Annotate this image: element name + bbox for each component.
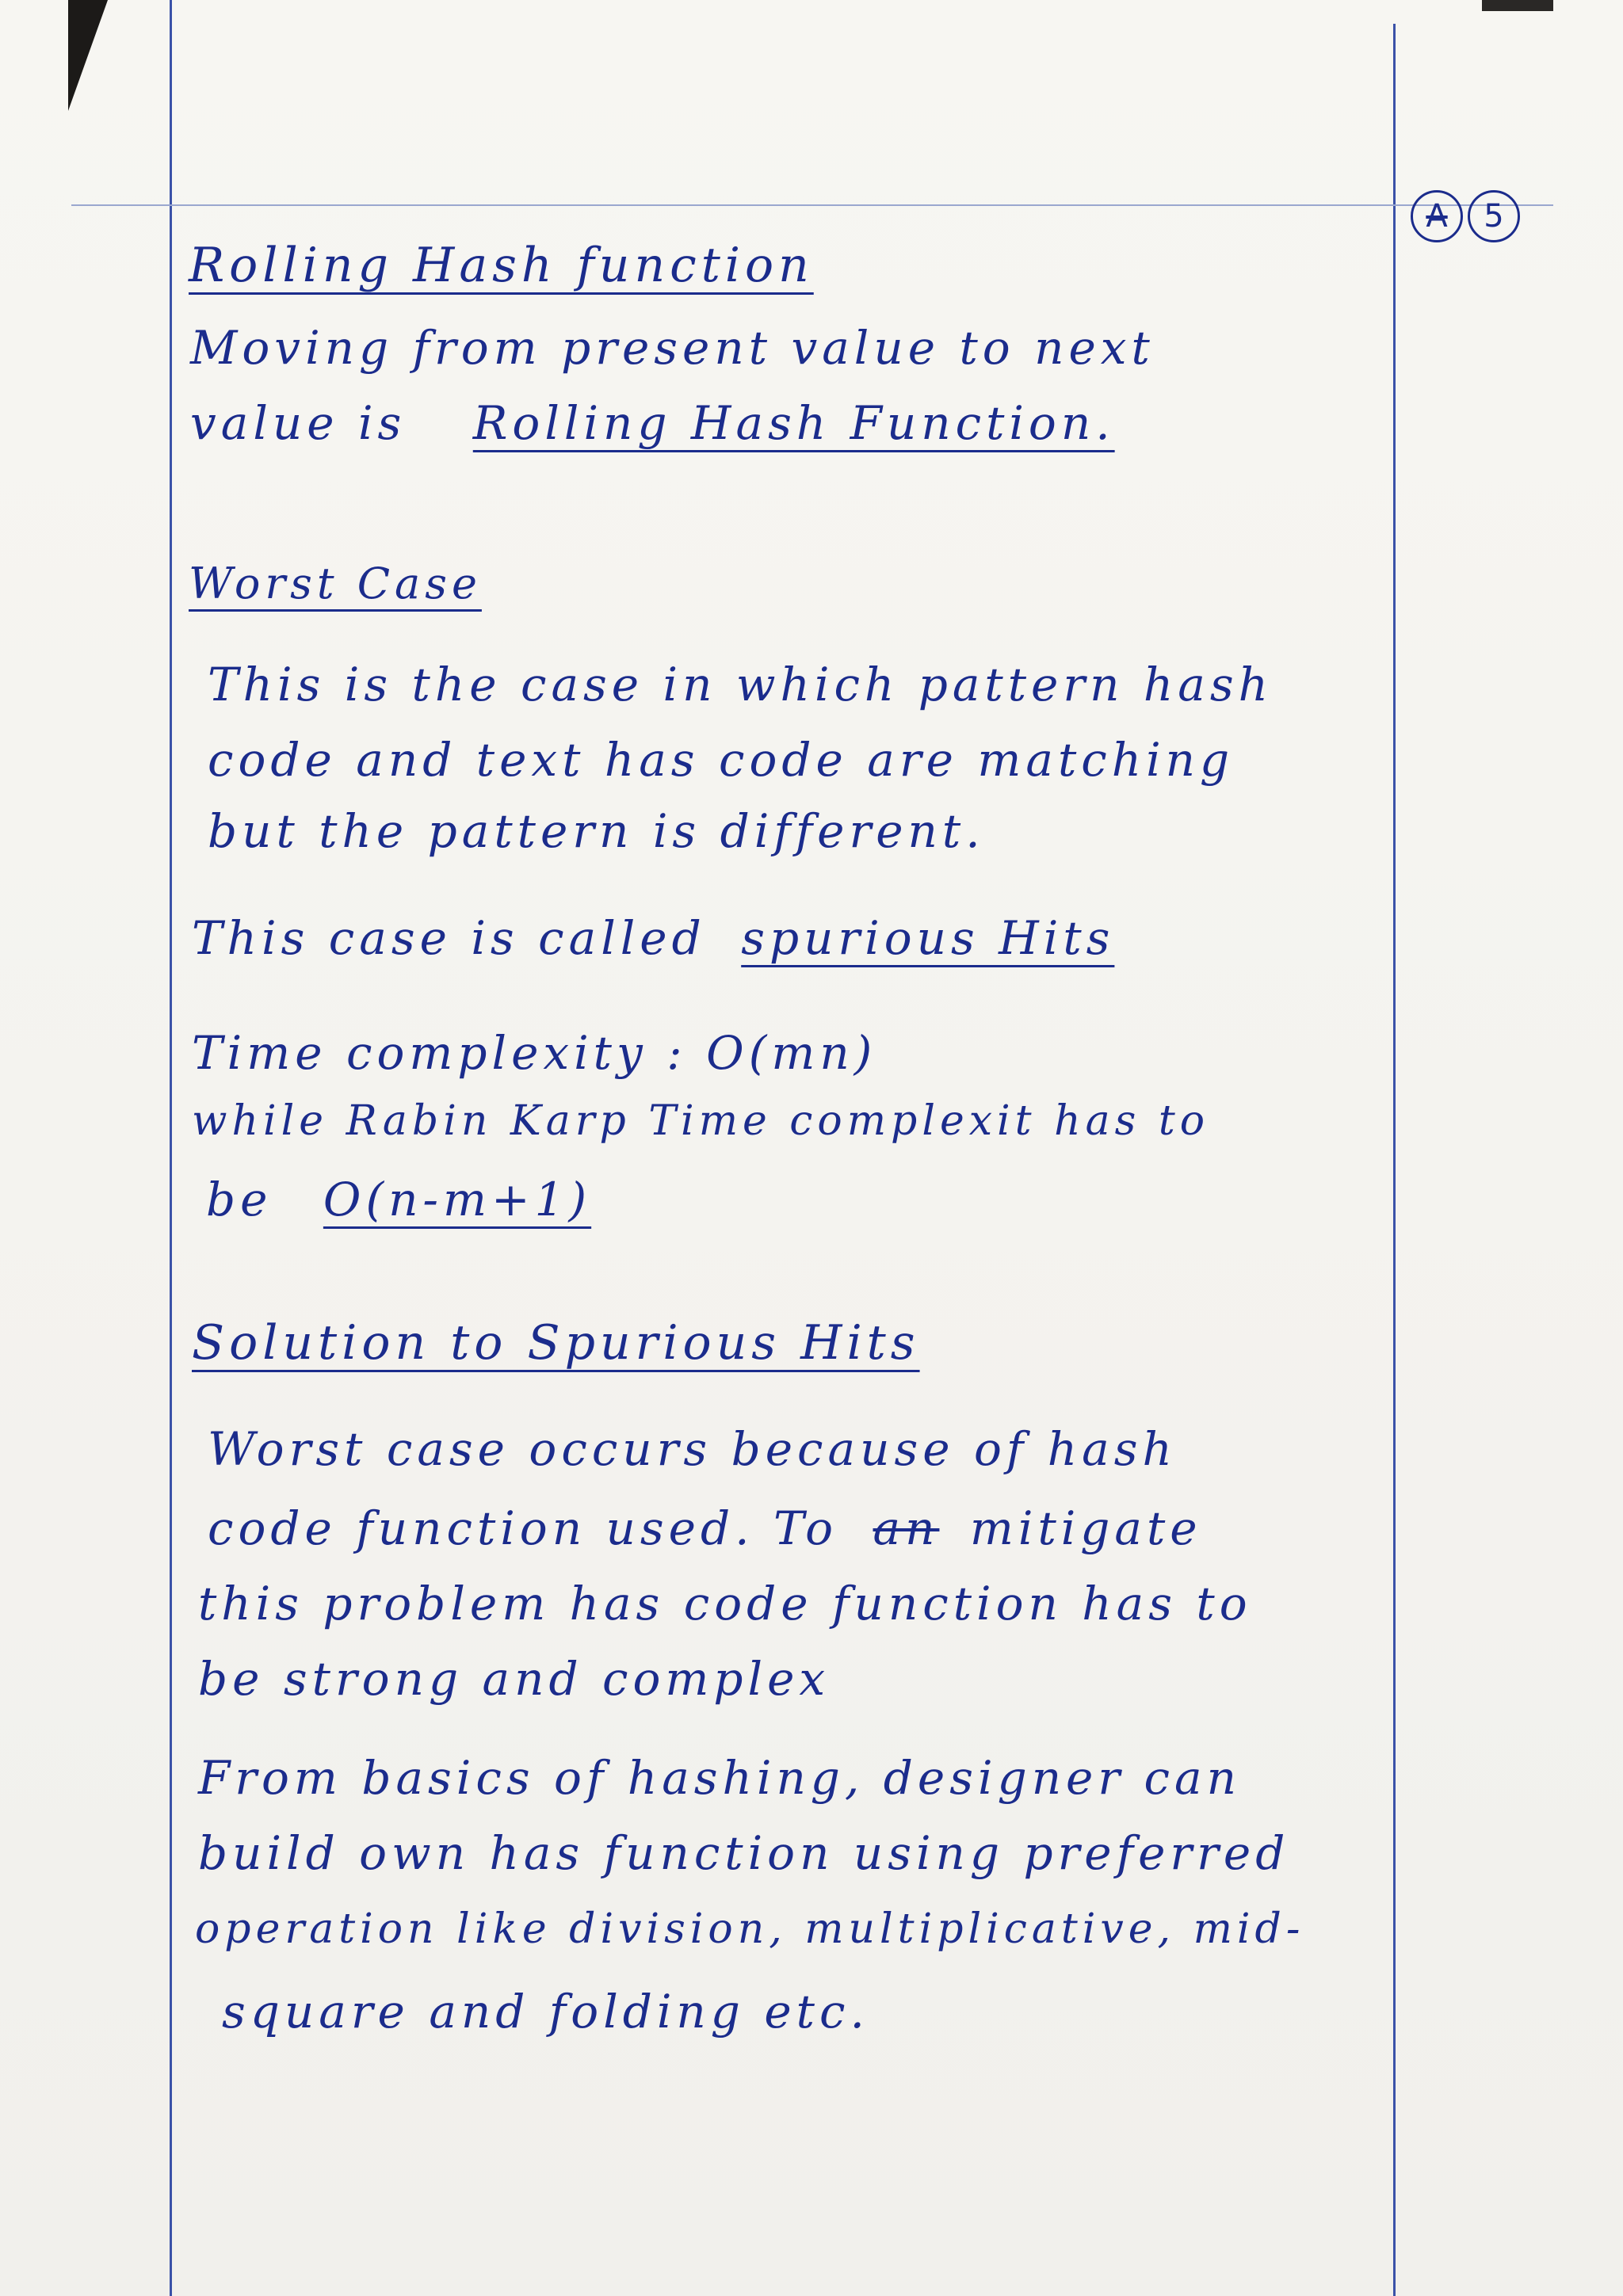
underlined-term: Rolling Hash Function. <box>472 396 1115 450</box>
heading-solution-spurious-hits: Solution to Spurious Hits <box>192 1315 920 1371</box>
text-fragment: code function used. To <box>208 1501 838 1555</box>
text-line: but the pattern is different. <box>208 804 985 858</box>
struck-text: an <box>873 1501 940 1555</box>
text-line: this problem has code function has to <box>198 1577 1252 1630</box>
text-fragment: be <box>206 1173 273 1226</box>
underlined-term: spurious Hits <box>741 911 1115 965</box>
text-line: From basics of hashing, designer can <box>198 1751 1241 1805</box>
text-fragment: mitigate <box>969 1501 1202 1555</box>
text-line <box>190 396 1115 450</box>
text-line: square and folding etc. <box>222 1985 869 2039</box>
text-fragment: value is <box>190 396 407 450</box>
text-line: This is the case in which pattern hash <box>208 658 1273 711</box>
page-shadow-right <box>1482 0 1553 11</box>
right-margin-line <box>1393 24 1396 2296</box>
text-line <box>206 1173 591 1226</box>
page-number-mark <box>1411 190 1520 242</box>
text-fragment: This case is called <box>192 911 706 965</box>
text-line: while Rabin Karp Time complexit has to <box>192 1097 1210 1145</box>
text-line: code and text has code are matching <box>208 733 1235 787</box>
underlined-term: O(n-m+1) <box>323 1173 592 1226</box>
crossed-page-mark: A <box>1411 190 1463 242</box>
heading-rolling-hash: Rolling Hash function <box>189 238 814 293</box>
top-rule-line <box>71 204 1553 206</box>
page-number: 5 <box>1468 190 1520 242</box>
page-shadow-left <box>68 0 108 111</box>
text-line: Time complexity : O(mn) <box>192 1026 877 1080</box>
left-margin-line <box>170 0 172 2296</box>
text-line <box>208 1501 1202 1555</box>
text-line <box>192 911 1114 965</box>
text-line: build own has function using preferred <box>198 1826 1290 1880</box>
text-line: be strong and complex <box>198 1652 831 1706</box>
heading-worst-case: Worst Case <box>189 559 482 608</box>
text-line: operation like division, multiplicative, mid- <box>195 1905 1305 1953</box>
text-line: Moving from present value to next <box>190 321 1155 375</box>
text-line: Worst case occurs because of hash <box>208 1422 1177 1476</box>
